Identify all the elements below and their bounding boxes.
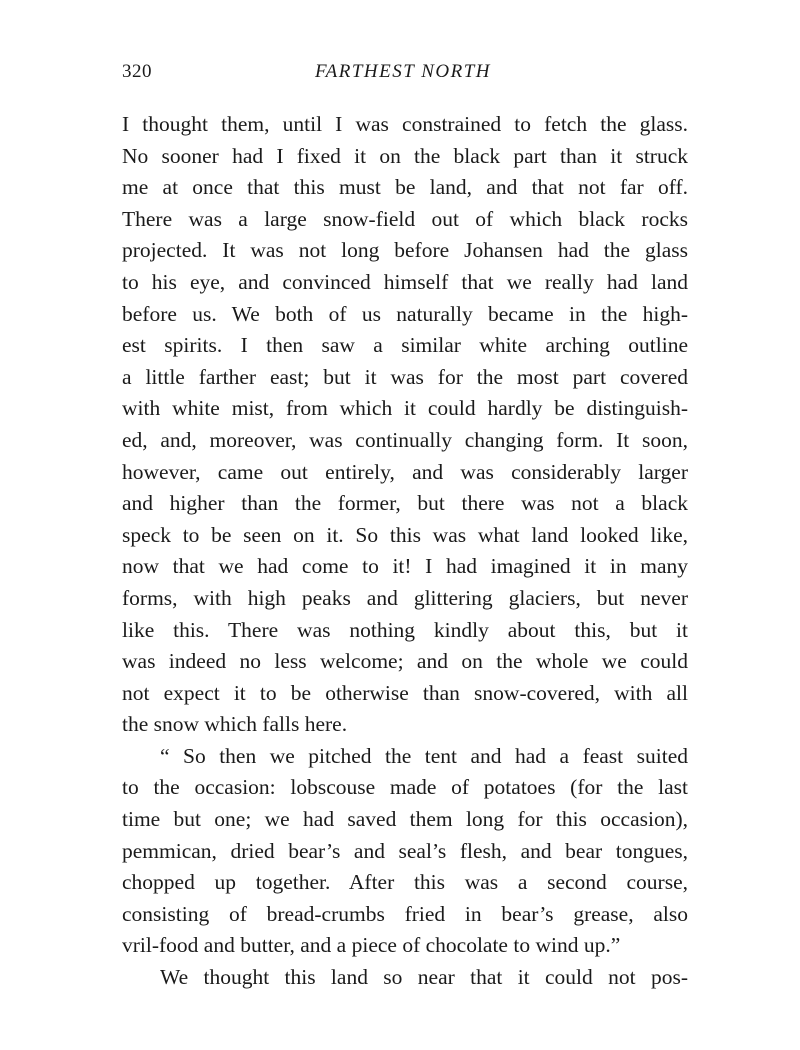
text-line: No sooner had I fixed it on the black part than it struck <box>122 143 688 168</box>
text-line: a little farther east; but it was for the most part covered <box>122 364 688 389</box>
text-line: not expect it to be otherwise than snow-covered, with all <box>122 680 688 705</box>
text-line: with white mist, from which it could hardly be distinguish- <box>122 396 688 421</box>
running-head <box>122 60 684 84</box>
text-line: ed, and, moreover, was continually changing form. It soon, <box>122 427 688 452</box>
text-line: to the occasion: lobscouse made of potatoes (for the last <box>122 775 688 800</box>
text-line: chopped up together. After this was a second course, <box>122 870 688 895</box>
text-line: time but one; we had saved them long for this occasion), <box>122 807 688 832</box>
text-line: like this. There was nothing kindly about this, but it <box>122 617 688 642</box>
text-line: was indeed no less welcome; and on the whole we could <box>122 649 688 674</box>
text-line: vril-food and butter, and a piece of chocolate to wind up.” <box>122 933 621 958</box>
text-line: I thought them, until I was constrained to fetch the glass. <box>122 112 688 136</box>
text-line: and higher than the former, but there was not a black <box>122 491 688 516</box>
text-line: “ So then we pitched the tent and had a feast suited <box>160 743 688 768</box>
text-line: however, came out entirely, and was considerably larger <box>122 459 688 484</box>
text-line: to his eye, and convinced himself that we really had land <box>122 269 688 294</box>
text-line: the snow which falls here. <box>122 712 348 737</box>
text-line: est spirits. I then saw a similar white arching outline <box>122 333 688 358</box>
text-line: before us. We both of us naturally became in the high- <box>122 301 688 326</box>
text-line: projected. It was not long before Johansen had the glass <box>122 238 688 263</box>
body-text <box>122 109 688 994</box>
text-line: consisting of bread-crumbs fried in bear’s grease, also <box>122 901 688 926</box>
text-line: me at once that this must be land, and that not far off. <box>122 175 688 200</box>
text-line: There was a large snow-field out of which black rocks <box>122 206 688 231</box>
text-line: now that we had come to it! I had imagined it in many <box>122 554 688 579</box>
page-number: 320 <box>122 61 152 82</box>
text-line: speck to be seen on it. So this was what land looked like, <box>122 522 688 547</box>
running-title: FARTHEST NORTH <box>314 61 492 82</box>
text-line: We thought this land so near that it could not pos- <box>160 965 688 990</box>
text-line: forms, with high peaks and glittering glaciers, but never <box>122 585 688 610</box>
text-line: pemmican, dried bear’s and seal’s flesh, and bear tongues, <box>122 838 688 863</box>
